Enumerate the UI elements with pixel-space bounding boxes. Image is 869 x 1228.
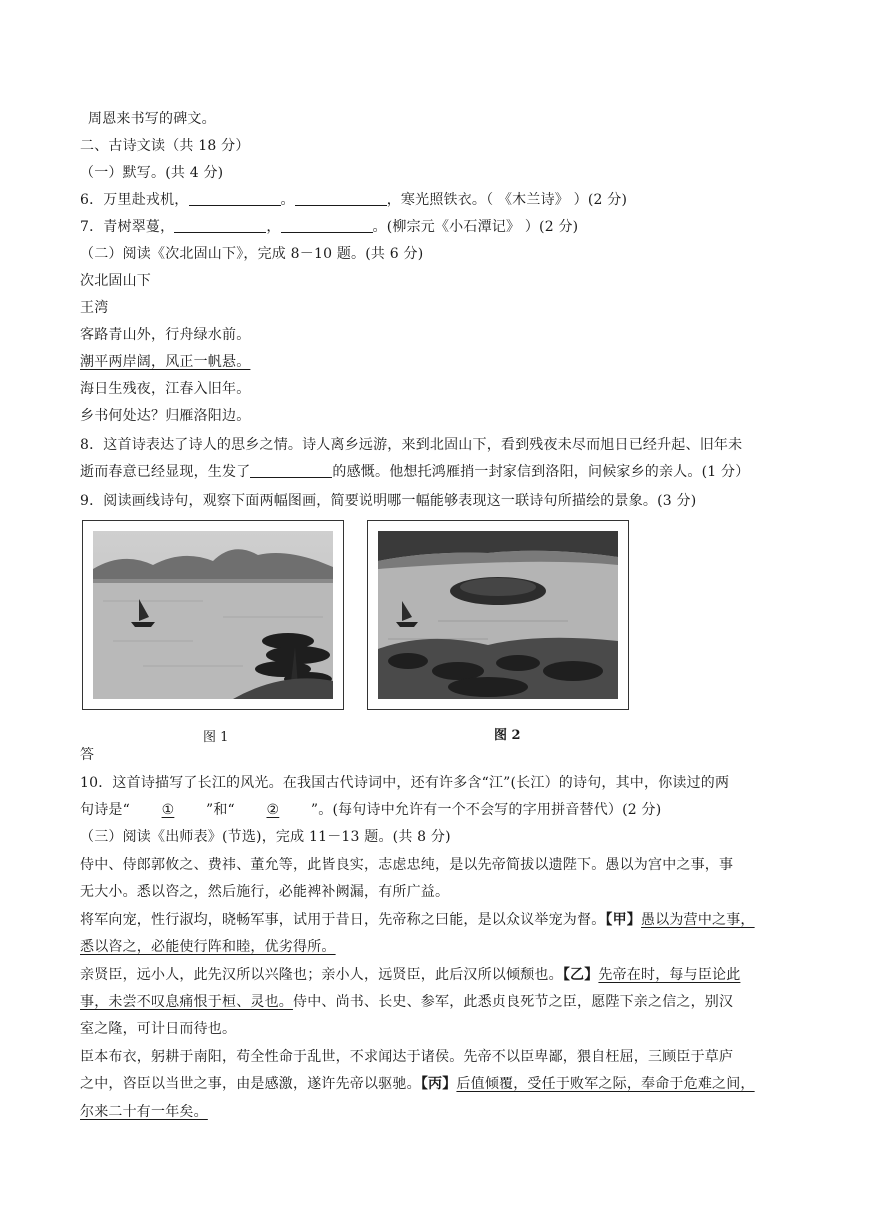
text-line <box>80 910 792 930</box>
q10-and: ”和“ <box>205 802 235 818</box>
underlined-text: 愚以为营中之事， <box>641 912 755 928</box>
poem-author: 王湾 <box>80 300 109 316</box>
q8-tail: 的感慨。他想托鸿雁捎一封家信到洛阳，问候家乡的亲人。(1 分） <box>332 464 750 480</box>
poem-underlined-text: 潮平两岸阔，风正一帆悬。 <box>80 354 251 370</box>
q6-tail: ，寒光照铁衣。（ 《木兰诗》 ）(2 分) <box>386 192 628 208</box>
question-7 <box>80 217 792 237</box>
para-text: 之中，咨臣以当世之事，由是感激，遂许先帝以驱驰。 <box>80 1076 421 1092</box>
poem-line: 海日生残夜，江春入旧年。 <box>80 381 251 397</box>
underlined-text: 先帝在时，每与臣论此 <box>598 967 741 983</box>
text-line <box>80 992 792 1012</box>
subsection-heading: （二）阅读《次北固山下》，完成 8－10 题。(共 6 分) <box>80 246 424 262</box>
figure-2-caption: 图 2 <box>494 728 521 743</box>
text-line <box>80 1074 792 1094</box>
q7-stem: 7．青树翠蔓， <box>80 219 175 235</box>
para-text: 将军向宠，性行淑均，晓畅军事，试用于昔日，先帝称之曰能，是以众议举宠为督。 <box>80 912 606 928</box>
q7-blank-2[interactable] <box>281 218 373 233</box>
text-line: 周恩来书写的碑文。 <box>88 111 216 127</box>
question-8: 8．这首诗表达了诗人的思乡之情。诗人离乡远游，来到北固山下，看到残夜未尽而旭日已经升起、旧年未 <box>80 437 743 453</box>
q7-blank-1[interactable] <box>174 218 266 233</box>
underlined-text: 事，未尝不叹息痛恨于桓、灵也。 <box>80 994 293 1010</box>
question-9: 9．阅读画线诗句，观察下面两幅图画，简要说明哪一幅能够表现这一联诗句所描绘的景象。(3 分) <box>80 493 697 509</box>
q8-blank[interactable] <box>250 463 332 478</box>
figure-1-caption: 图 1 <box>203 730 229 745</box>
text-line <box>80 965 792 985</box>
figure-1 <box>82 520 344 710</box>
q6-sep: 。 <box>280 192 295 208</box>
poem-title: 次北固山下 <box>80 273 151 289</box>
q10-tail: ”。(每句诗中允许有一个不会写的字用拼音替代）(2 分) <box>310 802 662 818</box>
marker-yi: 【乙】 <box>562 967 599 983</box>
underlined-text: 后值倾覆，受任于败军之际，奉命于危难之间， <box>456 1076 755 1092</box>
poem-line-underlined <box>80 352 792 372</box>
q8-stem: 逝而春意已经显现，生发了 <box>80 464 251 480</box>
figure-2-painting <box>368 521 628 709</box>
q10-blank-1[interactable]: ① <box>161 802 175 818</box>
text-line: 无大小。悉以咨之，然后施行，必能裨补阙漏，有所广益。 <box>80 884 450 900</box>
figure-2 <box>367 520 629 710</box>
poem-line: 客路青山外，行舟绿水前。 <box>80 327 251 343</box>
section-heading: 二、古诗文读（共 18 分） <box>80 138 250 154</box>
question-8-cont <box>80 462 792 482</box>
figure-1-painting <box>83 521 343 709</box>
q6-blank-2[interactable] <box>295 191 387 206</box>
q10-stem: 句诗是“ <box>80 802 130 818</box>
q7-tail: 。(柳宗元《小石潭记》 ）(2 分) <box>372 219 579 235</box>
q6-blank-1[interactable] <box>189 191 281 206</box>
para-text: 亲贤臣，远小人，此先汉所以兴隆也；亲小人，远贤臣，此后汉所以倾颓也。 <box>80 967 563 983</box>
underlined-text: 悉以咨之，必能使行阵和睦，优劣得所。 <box>80 939 336 955</box>
marker-bing: 【丙】 <box>420 1076 457 1092</box>
underlined-text: 尔来二十有一年矣。 <box>80 1104 208 1120</box>
subsection-heading: （三）阅读《出师表》(节选)，完成 11－13 题。(共 8 分) <box>80 829 451 845</box>
answer-label: 答 <box>80 747 95 763</box>
marker-jia: 【甲】 <box>605 912 642 928</box>
text-line <box>80 1102 792 1122</box>
text-line <box>80 937 792 957</box>
q6-stem: 6．万里赴戎机， <box>80 192 189 208</box>
text-line: 臣本布衣，躬耕于南阳，苟全性命于乱世，不求闻达于诸侯。先帝不以臣卑鄙，猥自枉屈，三顾臣于草庐 <box>80 1049 734 1065</box>
subsection-heading: （一）默写。(共 4 分) <box>80 165 224 181</box>
q10-blank-2[interactable]: ② <box>266 802 280 818</box>
text-line: 侍中、侍郎郭攸之、费祎、董允等，此皆良实，志虑忠纯，是以先帝简拔以遗陛下。愚以为宫中之事，事 <box>80 857 734 873</box>
poem-line: 乡书何处达？归雁洛阳边。 <box>80 408 251 424</box>
question-10: 10．这首诗描写了长江的风光。在我国古代诗词中，还有许多含“江”(长江）的诗句，其中，你读过的两 <box>80 775 730 791</box>
question-6 <box>80 190 792 210</box>
text-line: 室之隆，可计日而待也。 <box>80 1021 237 1037</box>
question-10-cont <box>80 800 792 820</box>
q7-sep: ， <box>266 219 281 235</box>
para-text: 侍中、尚书、长史、参军，此悉贞良死节之臣，愿陛下亲之信之，别汉 <box>293 994 734 1010</box>
